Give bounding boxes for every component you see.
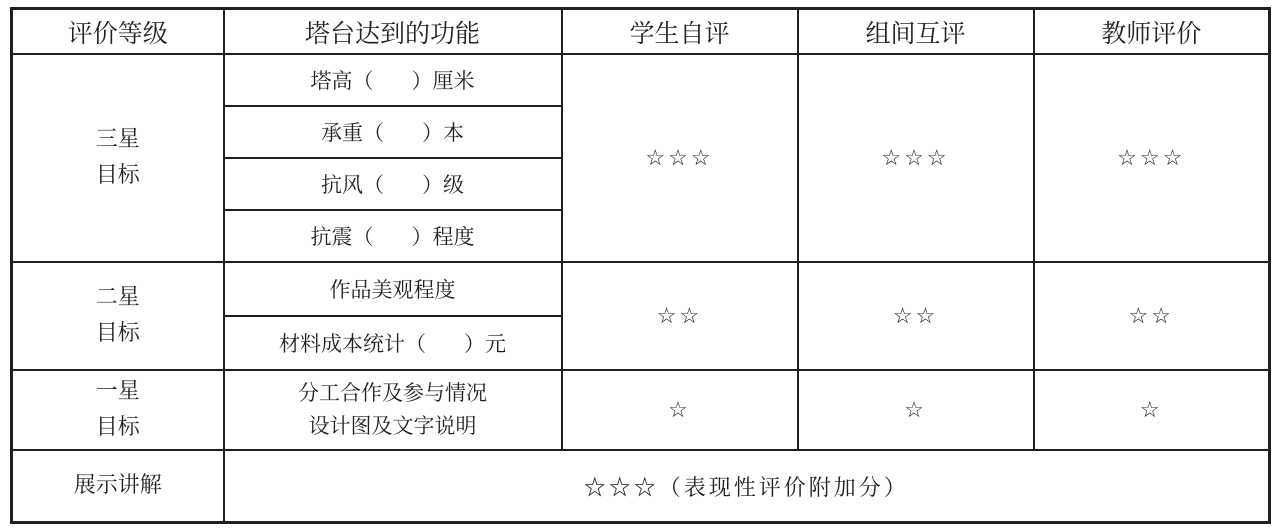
three-star-level-line2: 目标 bbox=[95, 163, 140, 188]
function-quake bbox=[224, 210, 562, 262]
three-star-peer-rating: ☆☆☆ bbox=[798, 54, 1034, 262]
function-quake-before: 抗震（ bbox=[310, 225, 374, 249]
one-star-teacher-rating: ☆ bbox=[1034, 370, 1270, 450]
function-height bbox=[224, 54, 562, 106]
header-level: 评价等级 bbox=[12, 9, 224, 55]
header-peer-eval: 组间互评 bbox=[798, 9, 1034, 55]
one-star-level-line1: 一星 bbox=[95, 379, 140, 404]
two-star-level-line2: 目标 bbox=[95, 321, 140, 346]
one-star-peer-rating: ☆ bbox=[798, 370, 1034, 450]
function-height-after: ）厘米 bbox=[411, 69, 475, 93]
function-design: 设计图及文字说明 bbox=[308, 414, 477, 438]
display-row bbox=[12, 450, 1270, 523]
header-function: 塔台达到的功能 bbox=[224, 9, 562, 55]
function-cost-after: ）元 bbox=[464, 332, 506, 356]
header-row bbox=[12, 9, 1270, 55]
three-star-level-cell bbox=[12, 54, 224, 262]
one-star-level-cell bbox=[12, 370, 224, 450]
one-star-self-rating: ☆ bbox=[562, 370, 798, 450]
two-star-peer-rating: ☆☆ bbox=[798, 262, 1034, 370]
two-star-teacher-rating: ☆☆ bbox=[1034, 262, 1270, 370]
three-star-teacher-rating: ☆☆☆ bbox=[1034, 54, 1270, 262]
function-one-star bbox=[224, 370, 562, 450]
header-teacher-eval: 教师评价 bbox=[1034, 9, 1270, 55]
function-load-after: ）本 bbox=[422, 121, 464, 145]
three-star-self-rating: ☆☆☆ bbox=[562, 54, 798, 262]
two-star-level-cell bbox=[12, 262, 224, 370]
display-content: ☆☆☆（表现性评价附加分） bbox=[224, 450, 1270, 523]
header-self-eval: 学生自评 bbox=[562, 9, 798, 55]
function-load bbox=[224, 106, 562, 158]
function-wind-before: 抗风（ bbox=[321, 173, 384, 197]
function-wind-after: ）级 bbox=[422, 173, 464, 197]
two-star-row bbox=[12, 262, 1270, 316]
function-quake-after: ）程度 bbox=[411, 225, 475, 249]
two-star-self-rating: ☆☆ bbox=[562, 262, 798, 370]
function-appearance: 作品美观程度 bbox=[224, 262, 562, 316]
one-star-row bbox=[12, 370, 1270, 450]
two-star-level-line1: 二星 bbox=[95, 285, 140, 310]
function-cost bbox=[224, 316, 562, 370]
function-cost-before: 材料成本统计（ bbox=[279, 332, 426, 356]
function-load-before: 承重（ bbox=[321, 121, 384, 145]
function-height-before: 塔高（ bbox=[310, 69, 374, 93]
display-label: 展示讲解 bbox=[12, 450, 224, 523]
function-teamwork: 分工合作及参与情况 bbox=[298, 381, 487, 405]
function-wind bbox=[224, 158, 562, 210]
one-star-level-line2: 目标 bbox=[95, 415, 140, 440]
three-star-level-line1: 三星 bbox=[95, 127, 140, 152]
evaluation-rubric-table bbox=[10, 7, 1271, 524]
three-star-row bbox=[12, 54, 1270, 106]
